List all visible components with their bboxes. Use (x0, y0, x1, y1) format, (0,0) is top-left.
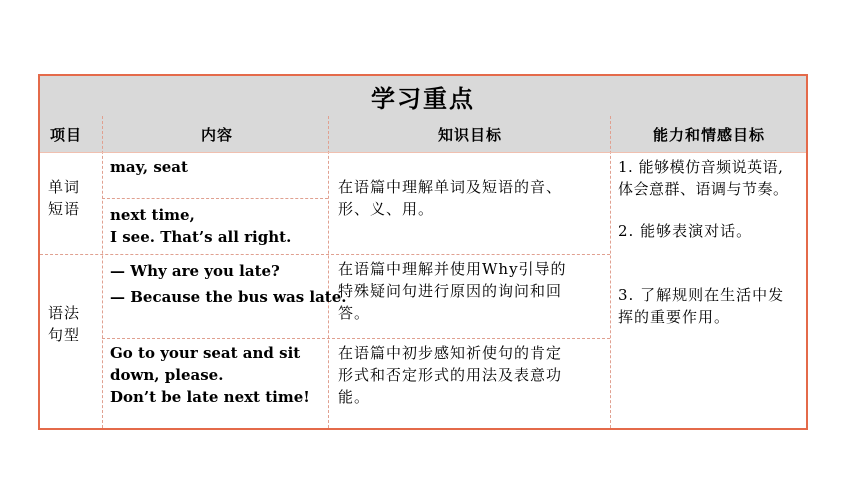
header-knowledge: 知识目标 (437, 125, 502, 144)
grammar-knowledge-2 (338, 342, 562, 408)
ability-goal-2: 2. 能够表演对话。 (618, 222, 753, 240)
grammar-content-2 (110, 342, 310, 408)
knowledge-line: 答。 (338, 304, 371, 322)
content-line: down, please. (110, 366, 224, 384)
divider (102, 338, 610, 339)
row-label-line: 句型 (48, 326, 81, 344)
content-line: Don’t be late next time! (110, 388, 310, 406)
divider (40, 254, 610, 255)
grammar-knowledge-1 (338, 258, 567, 324)
grammar-content-1 (110, 258, 346, 310)
goal-line: 3. 了解规则在生活中发 (618, 286, 785, 304)
content-line: I see. That’s all right. (110, 228, 292, 246)
study-focus-table (38, 74, 808, 430)
goal-line: 体会意群、语调与节奏。 (618, 180, 789, 198)
divider (102, 198, 328, 199)
vocab-content-2 (110, 204, 291, 248)
row-label-line: 单词 (48, 178, 81, 196)
knowledge-line: 特殊疑问句进行原因的询问和回 (338, 282, 563, 300)
knowledge-line: 形、义、用。 (338, 200, 435, 218)
divider (102, 116, 103, 428)
table-title: 学习重点 (40, 76, 806, 116)
ability-goal-3 (618, 284, 784, 328)
header-ability: 能力和情感目标 (652, 125, 765, 144)
knowledge-line: 能。 (338, 388, 371, 406)
divider (610, 116, 611, 428)
row-label-grammar (48, 302, 80, 346)
knowledge-line: 在语篇中理解并使用Why引导的 (338, 260, 567, 278)
header-item: 项目 (50, 125, 83, 144)
knowledge-line: 在语篇中初步感知祈使句的肯定 (338, 344, 563, 362)
row-label-line: 语法 (48, 304, 81, 322)
content-line: — Because the bus was late. (110, 288, 347, 306)
content-line: next time, (110, 206, 195, 224)
content-line: — Why are you late? (110, 262, 280, 280)
divider (40, 152, 806, 153)
vocab-content-1: may, seat (110, 158, 188, 176)
row-label-vocab (48, 176, 80, 220)
goal-line: 挥的重要作用。 (618, 308, 731, 326)
header-content: 内容 (200, 125, 233, 144)
ability-goal-1 (618, 156, 789, 200)
knowledge-line: 在语篇中理解单词及短语的音、 (338, 178, 563, 196)
vocab-knowledge (338, 176, 562, 220)
knowledge-line: 形式和否定形式的用法及表意功 (338, 366, 563, 384)
goal-line: 1. 能够模仿音频说英语, (618, 158, 784, 176)
content-line: Go to your seat and sit (110, 344, 301, 362)
row-label-line: 短语 (48, 200, 81, 218)
